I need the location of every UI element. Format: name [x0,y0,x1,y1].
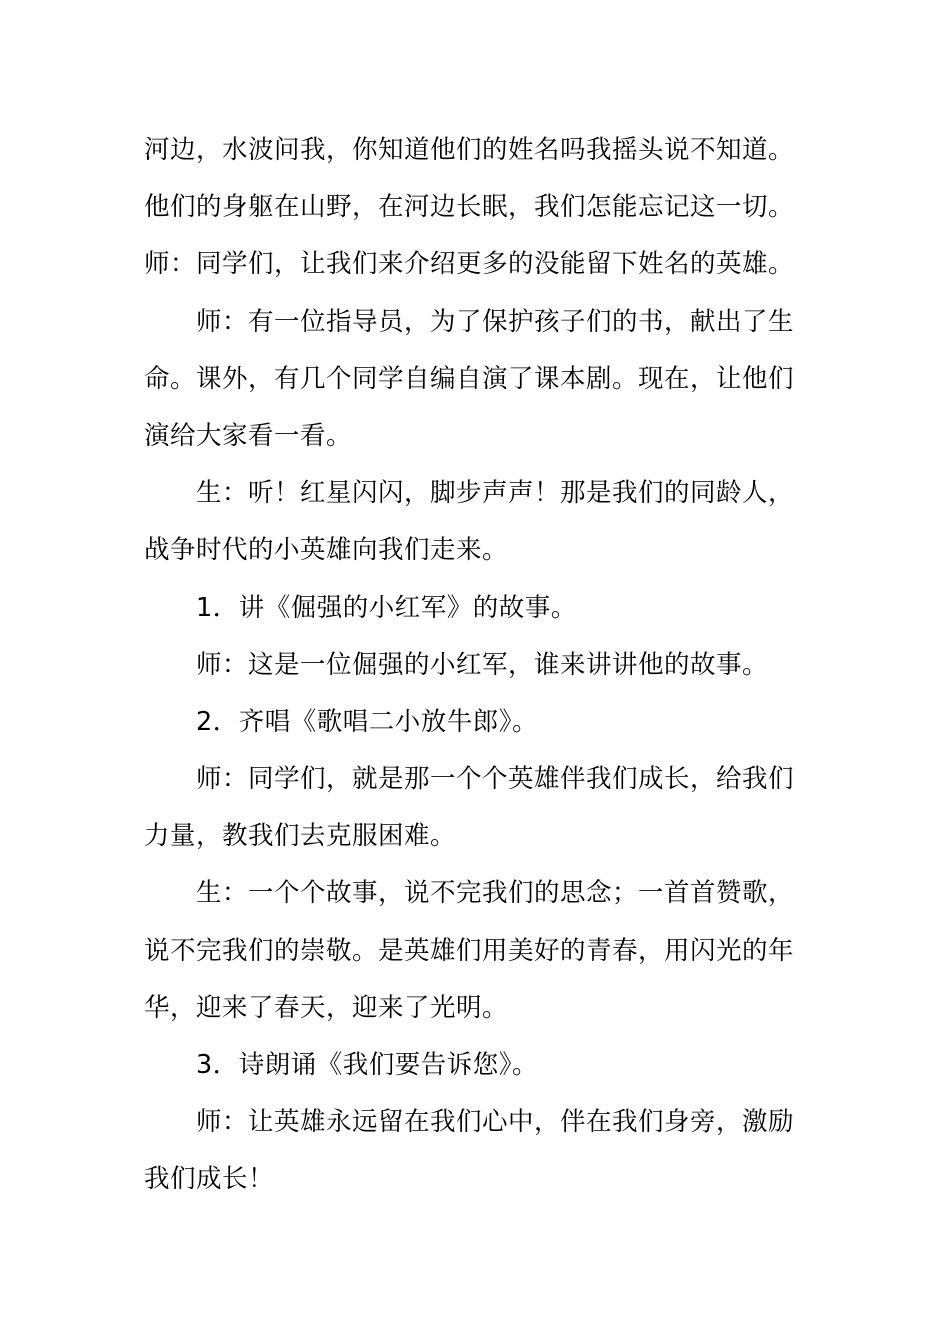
text-line: 他们的身躯在山野，在河边长眠，我们怎能忘记这一切。 [144,192,795,223]
body-text [144,122,814,1209]
text-line: 说不完我们的崇敬。是英雄们用美好的青春，用闪光的年 [144,935,795,966]
text-line: 力量，教我们去克服困难。 [144,821,457,852]
text-line: 师：同学们，让我们来介绍更多的没能留下姓名的英雄。 [144,249,795,280]
text-line: 3．诗朗诵《我们要告诉您》。 [196,1050,538,1080]
text-line: 师：有一位指导员，为了保护孩子们的书，献出了生 [196,306,795,337]
text-line: 1．讲《倔强的小红军》的故事。 [196,592,577,623]
text-line: 华，迎来了春天，迎来了光明。 [144,992,509,1023]
text-line: 命。课外，有几个同学自编自演了课本剧。现在，让他们 [144,363,795,394]
text-line: 2．齐唱《歌唱二小放牛郎》。 [196,706,538,737]
text-line: 师：这是一位倔强的小红军，谁来讲讲他的故事。 [196,649,769,680]
text-line: 生：听！红星闪闪，脚步声声！那是我们的同龄人， [196,478,795,509]
text-line: 战争时代的小英雄向我们走来。 [144,535,509,566]
text-line: 师：同学们，就是那一个个英雄伴我们成长，给我们 [196,764,795,795]
text-line: 我们成长！ [144,1164,275,1195]
text-line: 演给大家看一看。 [144,420,353,451]
text-line: 河边，水波问我，你知道他们的姓名吗我摇头说不知道。 [144,135,795,165]
text-line: 师：让英雄永远留在我们心中，伴在我们身旁，激励 [196,1107,795,1138]
text-line: 生：一个个故事，说不完我们的思念；一首首赞歌， [196,878,795,909]
